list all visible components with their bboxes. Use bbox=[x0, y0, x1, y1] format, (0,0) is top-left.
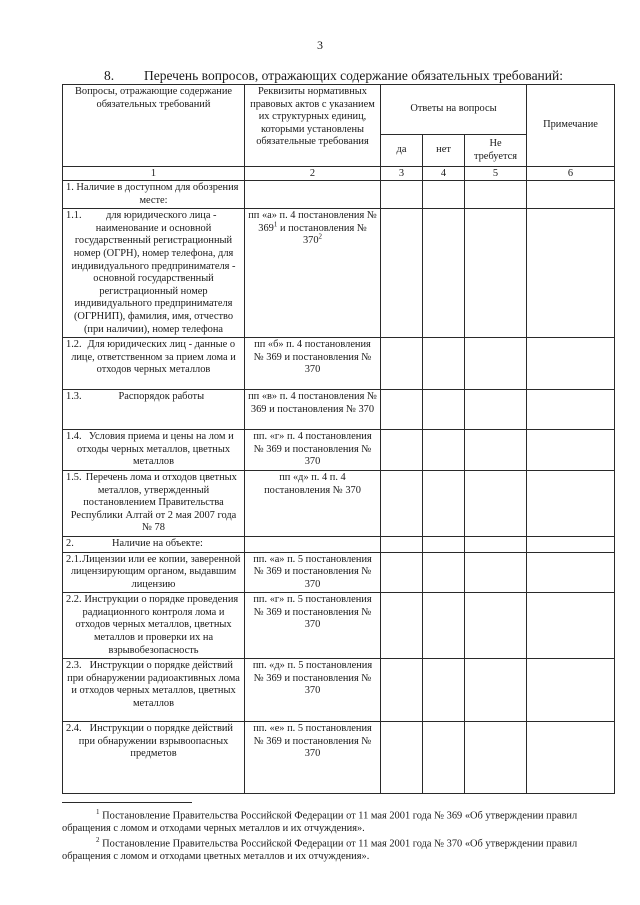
row-number: 1.4. bbox=[66, 431, 82, 443]
requisites-text: пп «а» п. 4 постановления № 369 bbox=[248, 210, 377, 234]
footnote bbox=[62, 806, 614, 836]
answer-yes-cell[interactable] bbox=[381, 390, 423, 430]
answer-not-required-cell[interactable] bbox=[465, 593, 527, 659]
column-index: 5 bbox=[465, 167, 527, 181]
table-row bbox=[63, 338, 615, 390]
table-row bbox=[63, 593, 615, 659]
answer-yes-cell[interactable] bbox=[381, 209, 423, 338]
header-requisites: Реквизиты нормативных правовых актов с указанием их структурных единиц, которыми установлены обязательные требования bbox=[245, 85, 381, 167]
question-text: Инструкции о порядке действий при обнаружении взрывоопасных предметов bbox=[78, 723, 233, 760]
requisites-cell: пп. «г» п. 5 постановления № 369 и постановления № 370 bbox=[245, 593, 381, 659]
table-row bbox=[63, 430, 615, 471]
answer-yes-cell[interactable] bbox=[381, 181, 423, 209]
question-cell bbox=[63, 536, 245, 552]
table-row bbox=[63, 552, 615, 593]
answer-no-cell[interactable] bbox=[423, 430, 465, 471]
header-answers: Ответы на вопросы bbox=[381, 85, 527, 135]
requisites-cell bbox=[245, 181, 381, 209]
question-text: Лицензии или ее копии, заверенной лицензирующим органом, выдавшим лицензию bbox=[70, 553, 241, 590]
answer-not-required-cell[interactable] bbox=[465, 209, 527, 338]
note-cell[interactable] bbox=[527, 338, 615, 390]
question-text: Перечень лома и отходов цветных металлов, утвержденный постановлением Правительства Республики Алтай от 2 мая 2007 года № 78 bbox=[70, 471, 237, 534]
answer-not-required-cell[interactable] bbox=[465, 181, 527, 209]
question-text: Инструкции о порядке действий при обнаружении радиоактивных лома и отходов черных металлов, цветных металлов bbox=[67, 660, 240, 710]
column-index: 6 bbox=[527, 167, 615, 181]
requisites-cell: пп. «д» п. 5 постановления № 369 и постановления № 370 bbox=[245, 659, 381, 722]
question-cell bbox=[63, 470, 245, 536]
footnote bbox=[62, 834, 614, 864]
answer-yes-cell[interactable] bbox=[381, 430, 423, 471]
table-row bbox=[63, 181, 615, 209]
question-text: Распорядок работы bbox=[118, 391, 205, 403]
column-index-row bbox=[63, 167, 615, 181]
note-cell[interactable] bbox=[527, 593, 615, 659]
question-cell bbox=[63, 209, 245, 338]
note-cell[interactable] bbox=[527, 390, 615, 430]
requisites-cell bbox=[245, 209, 381, 338]
answer-not-required-cell[interactable] bbox=[465, 338, 527, 390]
row-number: 1.3. bbox=[66, 391, 82, 403]
header-no: нет bbox=[423, 135, 465, 167]
column-index: 4 bbox=[423, 167, 465, 181]
footnote-text: Постановление Правительства Российской Федерации от 11 мая 2001 года № 369 «Об утверждении правил обращения с ломом и отходами черных металлов и их отчуждения». bbox=[62, 810, 578, 835]
row-number: 2. bbox=[66, 537, 74, 549]
requisites-text: и постановления № 370 bbox=[277, 222, 367, 247]
question-text: Инструкции о порядке проведения радиационного контроля лома и отходов черных металлов, цветных металлов и проверки их на взрывобезопасность bbox=[75, 594, 239, 656]
answer-not-required-cell[interactable] bbox=[465, 390, 527, 430]
table-row bbox=[63, 722, 615, 794]
answer-yes-cell[interactable] bbox=[381, 552, 423, 593]
requisites-cell: пп. «а» п. 5 постановления № 369 и постановления № 370 bbox=[245, 552, 381, 593]
answer-not-required-cell[interactable] bbox=[465, 552, 527, 593]
question-cell bbox=[63, 430, 245, 471]
header-not-required: Не требуется bbox=[465, 135, 527, 167]
note-cell[interactable] bbox=[527, 430, 615, 471]
page-number: 3 bbox=[317, 38, 323, 52]
answer-yes-cell[interactable] bbox=[381, 593, 423, 659]
row-number: 1.5. bbox=[66, 471, 82, 483]
answer-not-required-cell[interactable] bbox=[465, 470, 527, 536]
footnote-mark: 2 bbox=[96, 836, 100, 844]
answer-no-cell[interactable] bbox=[423, 470, 465, 536]
answer-yes-cell[interactable] bbox=[381, 659, 423, 722]
table-row bbox=[63, 536, 615, 552]
answer-no-cell[interactable] bbox=[423, 181, 465, 209]
answer-yes-cell[interactable] bbox=[381, 722, 423, 794]
question-text: Наличие на объекте: bbox=[111, 537, 203, 549]
table-row bbox=[63, 209, 615, 338]
note-cell[interactable] bbox=[527, 470, 615, 536]
requisites-cell: пп. «е» п. 5 постановления № 369 и постановления № 370 bbox=[245, 722, 381, 794]
column-index: 2 bbox=[245, 167, 381, 181]
question-cell bbox=[63, 390, 245, 430]
answer-no-cell[interactable] bbox=[423, 722, 465, 794]
row-number: 2.1. bbox=[66, 553, 82, 565]
question-cell bbox=[63, 338, 245, 390]
requisites-cell: пп «б» п. 4 постановления № 369 и постановления № 370 bbox=[245, 338, 381, 390]
answer-yes-cell[interactable] bbox=[381, 470, 423, 536]
note-cell[interactable] bbox=[527, 536, 615, 552]
header-note: Примечание bbox=[527, 85, 615, 167]
note-cell[interactable] bbox=[527, 722, 615, 794]
row-number: 1.1. bbox=[66, 210, 82, 222]
footnote-text: Постановление Правительства Российской Федерации от 11 мая 2001 года № 370 «Об утверждении правил обращения с ломом и отходами цветных металлов и их отчуждения». bbox=[62, 838, 578, 863]
answer-yes-cell[interactable] bbox=[381, 536, 423, 552]
question-cell bbox=[63, 181, 245, 209]
table-row bbox=[63, 659, 615, 722]
question-cell bbox=[63, 593, 245, 659]
row-number: 1.2. bbox=[66, 339, 82, 351]
row-number: 2.2. bbox=[66, 594, 82, 606]
answer-no-cell[interactable] bbox=[423, 338, 465, 390]
answer-not-required-cell[interactable] bbox=[465, 722, 527, 794]
column-index: 1 bbox=[63, 167, 245, 181]
answer-no-cell[interactable] bbox=[423, 390, 465, 430]
answer-no-cell[interactable] bbox=[423, 536, 465, 552]
section-heading bbox=[104, 68, 563, 84]
question-text: Условия приема и цены на лом и отходы черных металлов, цветных металлов bbox=[76, 431, 234, 468]
header-yes: да bbox=[381, 135, 423, 167]
note-cell[interactable] bbox=[527, 209, 615, 338]
answer-no-cell[interactable] bbox=[423, 209, 465, 338]
requisites-cell: пп «в» п. 4 постановления № 369 и постановления № 370 bbox=[245, 390, 381, 430]
header-questions: Вопросы, отражающие содержание обязательных требований bbox=[63, 85, 245, 167]
column-index: 3 bbox=[381, 167, 423, 181]
note-cell[interactable] bbox=[527, 659, 615, 722]
footnote-mark: 1 bbox=[96, 808, 100, 816]
requirements-table bbox=[62, 84, 615, 794]
answer-not-required-cell[interactable] bbox=[465, 536, 527, 552]
answer-no-cell[interactable] bbox=[423, 593, 465, 659]
answer-no-cell[interactable] bbox=[423, 552, 465, 593]
answer-not-required-cell[interactable] bbox=[465, 430, 527, 471]
answer-yes-cell[interactable] bbox=[381, 338, 423, 390]
note-cell[interactable] bbox=[527, 552, 615, 593]
answer-no-cell[interactable] bbox=[423, 659, 465, 722]
row-number: 2.4. bbox=[66, 723, 82, 735]
question-text: Наличие в доступном для обозрения месте: bbox=[76, 182, 239, 206]
footnote-separator bbox=[62, 802, 192, 803]
note-cell[interactable] bbox=[527, 181, 615, 209]
question-text: для юридического лица - наименование и основной государственный регистрационный номер (ОГРН), номер телефона, для индивидуального предпринимателя - основной государственный регистрационный номер индивидуального предпринимателя (ОГРНИП), фамилия, имя, отчество (при наличии), номер телефона bbox=[71, 210, 236, 335]
table-row bbox=[63, 470, 615, 536]
section-number: 8. bbox=[104, 68, 115, 83]
requisites-cell: пп «д» п. 4 п. 4 постановления № 370 bbox=[245, 470, 381, 536]
row-number: 2.3. bbox=[66, 660, 82, 672]
table-row bbox=[63, 390, 615, 430]
footnote-ref: 1 bbox=[273, 220, 278, 229]
question-cell bbox=[63, 552, 245, 593]
question-text: Для юридических лиц - данные о лице, ответственном за прием лома и отходов черных металлов bbox=[71, 339, 236, 376]
question-cell bbox=[63, 659, 245, 722]
requisites-cell bbox=[245, 536, 381, 552]
footnote-ref: 2 bbox=[318, 232, 323, 241]
section-title: Перечень вопросов, отражающих содержание обязательных требований: bbox=[144, 68, 563, 83]
answer-not-required-cell[interactable] bbox=[465, 659, 527, 722]
requisites-cell: пп. «г» п. 4 постановления № 369 и постановления № 370 bbox=[245, 430, 381, 471]
question-cell bbox=[63, 722, 245, 794]
row-number: 1. bbox=[66, 182, 74, 193]
